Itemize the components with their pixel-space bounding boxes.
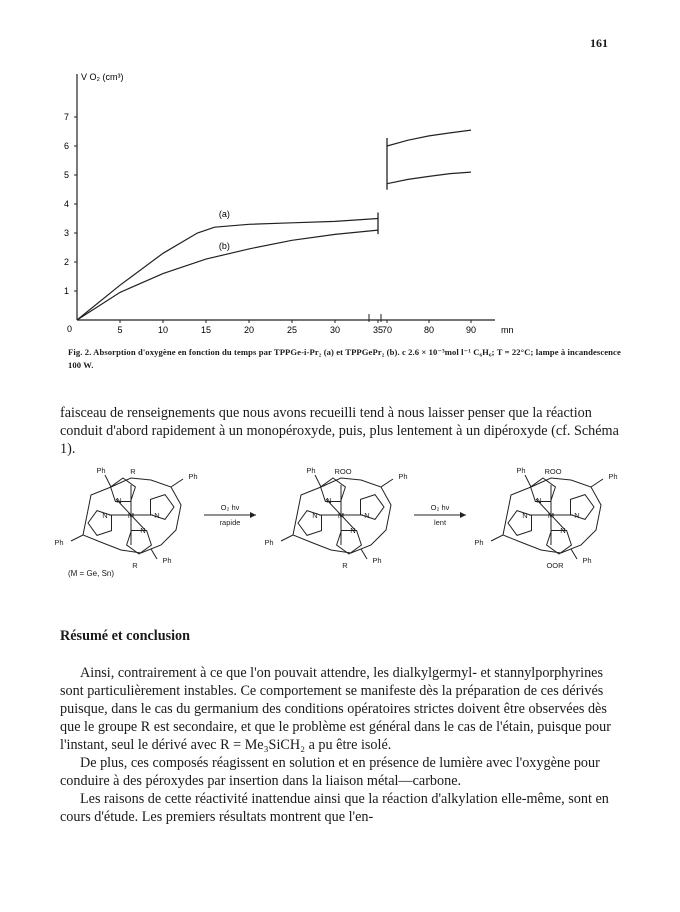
phenyl-label: Ph: [372, 556, 382, 565]
x-tick-label: 20: [243, 325, 255, 335]
phenyl-label: Ph: [162, 556, 172, 565]
nitrogen-label: N: [116, 496, 122, 505]
series-line: [387, 130, 471, 146]
x-tick-label: 5: [117, 325, 123, 335]
phenyl-label: Ph: [54, 538, 64, 547]
arrow-head: [460, 512, 466, 518]
arrow-condition-top: O₂ hν: [220, 503, 240, 512]
axial-group-top: ROO: [334, 467, 352, 476]
x-tick-label: 25: [286, 325, 298, 335]
origin-label: 0: [67, 324, 73, 334]
phenyl-label: Ph: [96, 466, 106, 475]
arrow-condition-bottom: rapide: [219, 518, 241, 527]
phenyl-label: Ph: [306, 466, 316, 475]
x-tick-label: 80: [423, 325, 435, 335]
phenyl-label: Ph: [582, 556, 592, 565]
arrow-head: [250, 512, 256, 518]
nitrogen-label: N: [102, 511, 108, 520]
y-tick-label: 5: [64, 170, 70, 180]
phenyl-label: Ph: [188, 472, 198, 481]
page-number: 161: [590, 36, 608, 50]
y-tick-label: 4: [64, 199, 70, 209]
figure-caption: Fig. 2. Absorption d'oxygène en fonction du temps par TPPGe-i-Pr₂ (a) et TPPGePr₂ (b). c 2.6 × 10⁻³mol l⁻¹ C₆H₆; T = 22°C; lampe à incandescence 100 W.: [68, 347, 621, 370]
body-paragraph: faisceau de renseignements que nous avons recueilli tend à nous laisser penser que la réaction conduit d'abord rapidement à un monopéroxyde, puis, plus lentement à un dipéroxyde (cf. Schéma 1).: [60, 405, 619, 457]
nitrogen-label: N: [326, 496, 332, 505]
phenyl-label: Ph: [264, 538, 274, 547]
x-tick-label: 10: [157, 325, 169, 335]
phenyl-label: Ph: [398, 472, 408, 481]
series-label: (b): [218, 240, 230, 251]
nitrogen-label: N: [350, 526, 356, 535]
y-tick-label: 1: [64, 286, 70, 296]
phenyl-label: Ph: [608, 472, 618, 481]
x-tick-label: 15: [200, 325, 212, 335]
nitrogen-label: N: [536, 496, 542, 505]
y-axis-label: V O₂ (cm³): [81, 72, 124, 82]
nitrogen-label: N: [574, 511, 580, 520]
x-tick-label: 30: [329, 325, 341, 335]
nitrogen-label: N: [364, 511, 370, 520]
x-tick-label: 70: [381, 325, 393, 335]
scheme-note: (M = Ge, Sn): [68, 569, 115, 578]
metal-atom-label: M: [337, 511, 345, 520]
y-tick-label: 2: [64, 257, 70, 267]
chart-labels: [67, 72, 514, 335]
y-tick-label: 3: [64, 228, 70, 238]
conclusion-paragraph: Les raisons de cette réactivité inattendue ainsi que la réaction d'alkylation elle-même, sont en cours d'étude. Les premiers résultats montrent que l'en-: [60, 791, 609, 825]
axial-group-bottom: OOR: [546, 561, 564, 570]
axial-group-top: R: [130, 467, 136, 476]
conclusion-paragraph: De plus, ces composés réagissent en solution et en présence de lumière avec l'oxygène pour conduire à des péroxydes par insertion dans la liaison métal—carbone.: [60, 755, 600, 789]
series-label: (a): [218, 209, 230, 220]
nitrogen-label: N: [560, 526, 566, 535]
x-tick-label: 90: [465, 325, 477, 335]
y-tick-label: 7: [64, 112, 70, 122]
axial-group-bottom: R: [132, 561, 138, 570]
conclusion-paragraph: Ainsi, contrairement à ce que l'on pouvait attendre, les dialkylgermyl- et stannylporphyrines sont particulièrement instables. Ce comportement se manifeste dès la préparation de ces dérivés puisque, dans le cas du germanium des conditions opératoires strictes doivent être observées dès que le groupe R est secondaire, et que le problème est général dans le cas de l'étain, puisque pour l'instant, seul le dérivé avec R = Me₃SiCH₂ a pu être isolé.: [60, 665, 611, 753]
oxygen-absorption-chart: [55, 62, 525, 344]
nitrogen-label: N: [154, 511, 160, 520]
axial-group-top: ROO: [544, 467, 562, 476]
nitrogen-label: N: [522, 511, 528, 520]
nitrogen-label: N: [140, 526, 146, 535]
chart-axes: [77, 74, 495, 322]
series-line: [387, 172, 471, 184]
phenyl-label: Ph: [516, 466, 526, 475]
metal-atom-label: M: [547, 511, 555, 520]
x-tick-label: 35: [372, 325, 384, 335]
reaction-scheme: [56, 465, 636, 570]
metal-atom-label: M: [127, 511, 135, 520]
phenyl-label: Ph: [474, 538, 484, 547]
arrow-condition-bottom: lent: [433, 518, 447, 527]
axial-group-bottom: R: [342, 561, 348, 570]
nitrogen-label: N: [312, 511, 318, 520]
series-line: [77, 219, 378, 321]
conclusion-text: [60, 664, 620, 826]
arrow-condition-top: O₂ hν: [430, 503, 450, 512]
section-heading: Résumé et conclusion: [60, 628, 191, 644]
x-axis-label: mn: [501, 325, 514, 335]
y-tick-label: 6: [64, 141, 70, 151]
chart-lines: [77, 130, 471, 320]
